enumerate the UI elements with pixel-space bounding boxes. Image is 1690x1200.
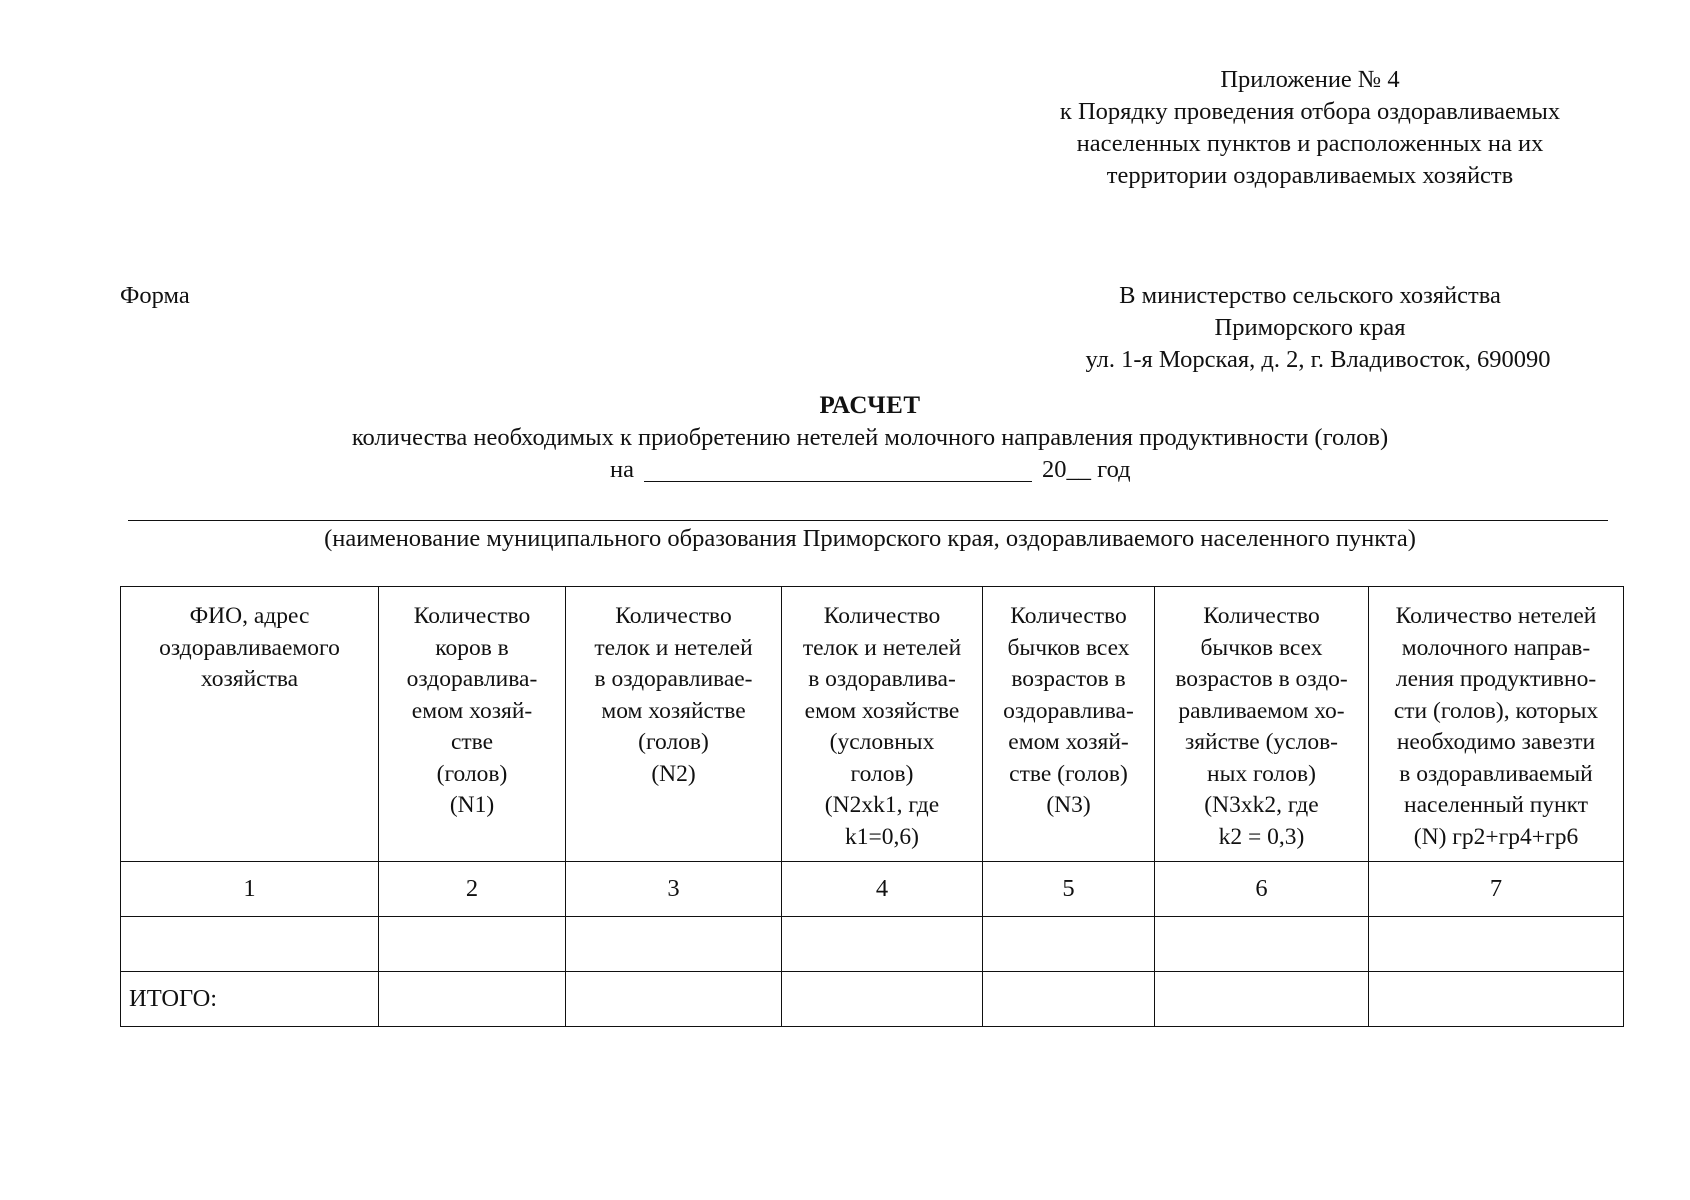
total-cell[interactable] — [1369, 972, 1624, 1027]
total-cell[interactable] — [1155, 972, 1369, 1027]
header-text-1: ФИО, адрес оздоравливаемого хозяйства — [159, 603, 340, 692]
column-number-6: 6 — [1155, 862, 1369, 917]
data-cell[interactable] — [121, 917, 379, 972]
total-row — [121, 972, 1624, 1027]
column-number-2: 2 — [379, 862, 566, 917]
total-cell[interactable] — [983, 972, 1155, 1027]
data-cell[interactable] — [983, 917, 1155, 972]
table-row — [121, 917, 1624, 972]
annex-line-4: территории оздоравливаемых хозяйств — [1106, 162, 1514, 189]
header-text-7: Количество нетелей молочного направ- ления продуктивно- сти (голов), которых необходимо завезти в оздоравливаемый населенный пункт (N) гр2+гр4+гр6 — [1393, 603, 1599, 850]
year-prefix: на — [610, 456, 634, 483]
annex-line-2: к Порядку проведения отбора оздоравливаемых — [1059, 98, 1561, 125]
addressee-line-1: В министерство сельского хозяйства — [1119, 282, 1501, 309]
document-subtitle: количества необходимых к приобретению нетелей молочного направления продуктивности (голов) — [351, 424, 1389, 451]
year-line — [120, 454, 1620, 486]
header-text-5: Количество бычков всех возрастов в оздоравлива- емом хозяй- стве (голов) (N3) — [1003, 603, 1134, 818]
annex-reference — [1010, 64, 1610, 192]
header-cell-7 — [1369, 587, 1624, 862]
header-text-4: Количество телок и нетелей в оздоравлива- емом хозяйстве (условных голов) (N2xk1, где k1=0,6) — [802, 603, 962, 850]
header-cell-6 — [1155, 587, 1369, 862]
header-text-6: Количество бычков всех возрастов в оздо- равливаемом хо- зяйстве (услов- ных голов) (N3xk2, где k2 = 0,3) — [1175, 603, 1348, 850]
year-suffix: 20__ год — [1042, 456, 1131, 483]
total-cell[interactable] — [782, 972, 983, 1027]
addressee-line-3: ул. 1-я Морская, д. 2, г. Владивосток, 690090 — [1085, 346, 1551, 373]
title-block — [120, 390, 1620, 486]
column-number-row — [121, 862, 1624, 917]
annex-line-1: Приложение № 4 — [1220, 66, 1400, 93]
column-number-4: 4 — [782, 862, 983, 917]
header-cell-5 — [983, 587, 1155, 862]
municipality-blank-field[interactable] — [128, 520, 1608, 521]
column-number-3: 3 — [566, 862, 782, 917]
total-cell[interactable] — [379, 972, 566, 1027]
year-blank-field[interactable] — [644, 481, 1032, 482]
total-label: ИТОГО: — [121, 972, 379, 1027]
addressee-block — [1010, 280, 1610, 376]
total-cell[interactable] — [566, 972, 782, 1027]
column-number-1: 1 — [121, 862, 379, 917]
data-cell[interactable] — [566, 917, 782, 972]
table-header-row — [121, 587, 1624, 862]
data-cell[interactable] — [782, 917, 983, 972]
header-text-3: Количество телок и нетелей в оздоравливае- мом хозяйстве (голов) (N2) — [594, 603, 753, 787]
column-number-5: 5 — [983, 862, 1155, 917]
calculation-table — [120, 586, 1624, 1027]
data-cell[interactable] — [1155, 917, 1369, 972]
data-cell[interactable] — [379, 917, 566, 972]
header-cell-3 — [566, 587, 782, 862]
annex-line-3: населенных пунктов и расположенных на их — [1076, 130, 1544, 157]
column-number-7: 7 — [1369, 862, 1624, 917]
form-label: Форма — [120, 282, 190, 309]
header-cell-2 — [379, 587, 566, 862]
header-cell-1 — [121, 587, 379, 862]
header-cell-4 — [782, 587, 983, 862]
header-text-2: Количество коров в оздоравлива- емом хозяй- стве (голов) (N1) — [406, 603, 538, 818]
addressee-line-2: Приморского края — [1214, 314, 1406, 341]
document-title: РАСЧЕТ — [819, 392, 921, 419]
municipality-caption: (наименование муниципального образования Приморского края, оздоравливаемого населенного пункта) — [324, 525, 1416, 552]
data-cell[interactable] — [1369, 917, 1624, 972]
